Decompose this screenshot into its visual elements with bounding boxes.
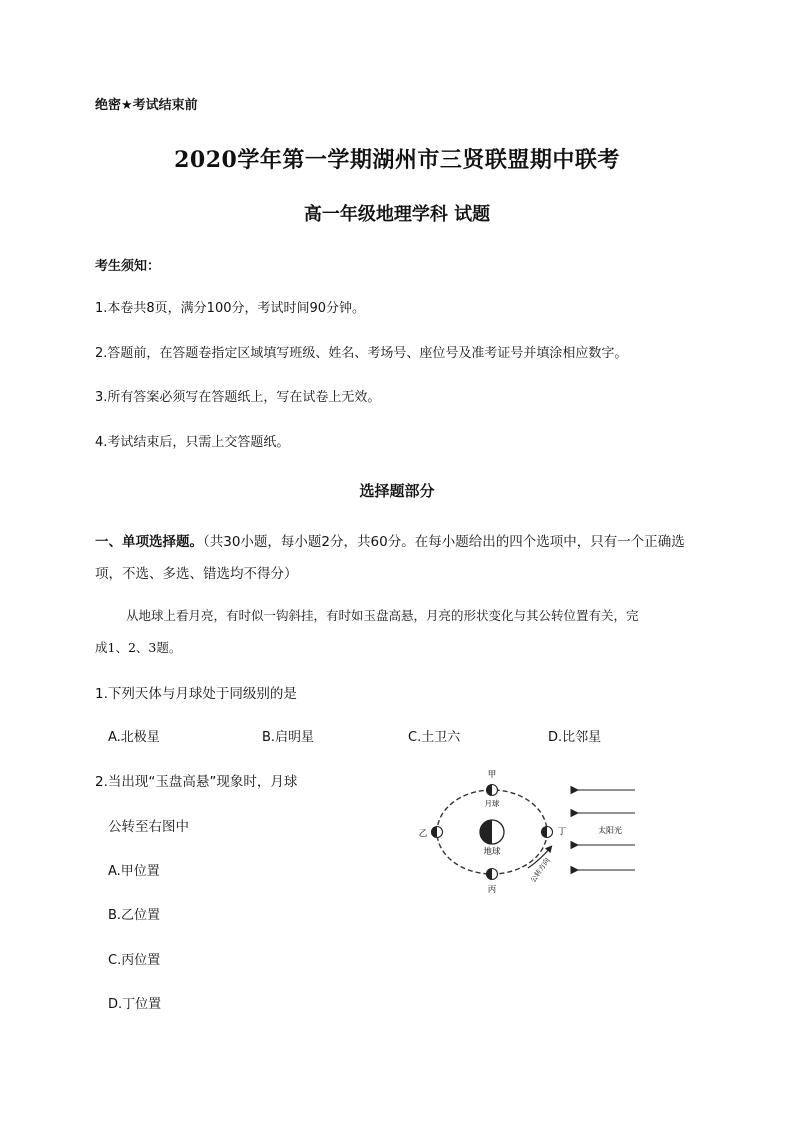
q2-option-c: C.丙位置 bbox=[108, 953, 161, 968]
sunlight-label: 太阳光 bbox=[598, 826, 622, 835]
q2-option-d: D.丁位置 bbox=[108, 997, 162, 1012]
label-bing: 丙 bbox=[487, 885, 497, 895]
passage-line: 成1、2、3题。 bbox=[95, 640, 182, 655]
earth bbox=[480, 820, 504, 844]
moon-ding bbox=[542, 827, 553, 838]
notice-item: 4.考试结束后，只需上交答题纸。 bbox=[95, 435, 290, 450]
label-jia: 甲 bbox=[487, 770, 497, 780]
earth-label: 地球 bbox=[483, 847, 501, 857]
q2-option-b: B.乙位置 bbox=[108, 908, 161, 923]
moon-jia bbox=[487, 785, 498, 796]
notice-item: 3.所有答案必须写在答题纸上，写在试卷上无效。 bbox=[95, 390, 381, 405]
q1-stem: 1.下列天体与月球处于同级别的是 bbox=[95, 686, 297, 702]
part1-desc-cont: 项，不选、多选、错选均不得分） bbox=[95, 566, 298, 582]
exam-subtitle: 高一年级地理学科 试题 bbox=[303, 204, 491, 225]
passage-line: 从地球上看月亮，有时似一钩斜挂，有时如玉盘高悬，月亮的形状变化与其公转位置有关，完 bbox=[126, 608, 639, 623]
part1-heading: 一、单项选择题。 bbox=[95, 534, 203, 550]
direction-label: 公转方向 bbox=[529, 856, 552, 885]
moon-yi bbox=[432, 827, 443, 838]
part1-desc: （共30小题，每小题2分，共60分。在每小题给出的四个选项中，只有一个正确选 bbox=[203, 534, 685, 550]
q1-option-c: C.土卫六 bbox=[408, 730, 461, 745]
confidential-mark: 绝密★考试结束前 bbox=[95, 98, 198, 113]
q2-stem: 2.当出现“玉盘高悬”现象时，月球 bbox=[95, 774, 298, 790]
q2-stem-cont: 公转至右图中 bbox=[108, 819, 189, 835]
notice-item: 1.本卷共8页，满分100分，考试时间90分钟。 bbox=[95, 301, 366, 316]
part1-instructions bbox=[95, 530, 685, 550]
section-title: 选择题部分 bbox=[359, 482, 435, 500]
label-yi: 乙 bbox=[418, 829, 428, 839]
moon-label: 月球 bbox=[484, 799, 500, 808]
q2-option-a: A.甲位置 bbox=[108, 864, 160, 879]
notice-heading: 考生须知： bbox=[95, 259, 161, 274]
label-ding: 丁 bbox=[557, 827, 567, 837]
moon-orbit-diagram bbox=[410, 768, 646, 898]
exam-title: 2020学年第一学期湖州市三贤联盟期中联考 bbox=[174, 147, 620, 173]
moon-bing bbox=[487, 869, 498, 880]
q1-option-d: D.比邻星 bbox=[548, 730, 602, 745]
notice-item: 2.答题前，在答题卷指定区域填写班级、姓名、考场号、座位号及准考证号并填涂相应数字。 bbox=[95, 346, 628, 361]
q1-option-a: A.北极星 bbox=[108, 730, 160, 745]
q1-option-b: B.启明星 bbox=[262, 730, 315, 745]
